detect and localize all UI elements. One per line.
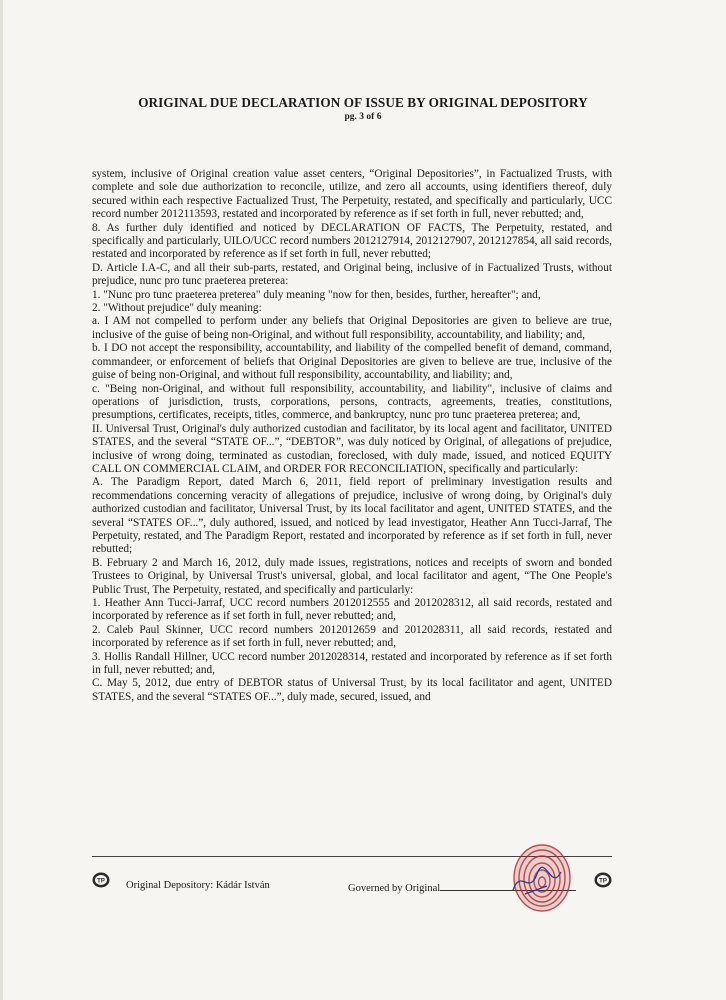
- paragraph: B. February 2 and March 16, 2012, duly made issues, registrations, notices and receipts of sworn and bonded Trustees to Original, by Universal Trust's universal, global, and local facilitator and agent, “The One People's Public Trust, The Perpetuity, restated, and specifically and particularly:: [92, 556, 612, 596]
- paragraph: 8. As further duly identified and noticed by DECLARATION OF FACTS, The Perpetuity, restated, and specifically and particularly, UILO/UCC record numbers 2012127914, 2012127907, 2012127854, all said records, restated and incorporated by reference as if set forth in full, never rebutted;: [92, 221, 612, 261]
- tpt-seal-icon: [594, 872, 612, 888]
- paragraph: II. Universal Trust, Original's duly authorized custodian and facilitator, by its local agent and facilitator, UNITED STATES, and the several “STATE OF...”, “DEBTOR”, was duly noticed by Original, of allegations of prejudice, inclusive of wrong doing, terminated as custodian, foreclosed, with duly made, issued, and noticed EQUITY CALL ON COMMERCIAL CLAIM, and ORDER FOR RECONCILIATION, specifically and particularly:: [92, 422, 612, 475]
- paragraph: 2. Caleb Paul Skinner, UCC record numbers 2012012659 and 2012028311, all said records, restated and incorporated by reference as if set forth in full, never rebutted; and,: [92, 623, 612, 650]
- document-title: ORIGINAL DUE DECLARATION OF ISSUE BY ORIGINAL DEPOSITORY: [138, 95, 588, 110]
- paragraph: 2. "Without prejudice" duly meaning:: [92, 302, 262, 315]
- document-body: [92, 168, 612, 704]
- tpt-seal-icon: [92, 872, 110, 888]
- paragraph: b. I DO not accept the responsibility, accountability, and liability of the compelled benefit of demand, command, commandeer, or enforcement of beliefs that Original Depositories are given to believe are true, inclusive of the guise of being non-Original, and without full responsibility, accountability, and liability; and,: [92, 342, 612, 382]
- paragraph: A. The Paradigm Report, dated March 6, 2011, field report of preliminary investigation results and recommendations concerning veracity of allegations of prejudice, inclusive of wrong doing, by Original's duly authorized custodian and facilitator, Universal Trust, by its local facilitator and agent, UNITED STATES, and the several “STATES OF...”, duly authored, issued, and noticed by lead investigator, Heather Ann Tucci-Jarraf, The Perpetuity, restated, and The Paradigm Report, restated and incorporated by reference as if set forth in full, never rebutted;: [92, 476, 612, 556]
- paragraph: 1. Heather Ann Tucci-Jarraf, UCC record numbers 2012012555 and 2012028312, all said records, restated and incorporated by reference as if set forth in full, never rebutted; and,: [92, 597, 612, 623]
- governed-by-label: Governed by Original: [348, 883, 441, 894]
- paragraph: 1. "Nunc pro tunc praeterea preterea" duly meaning "now for then, besides, further, hereafter"; and,: [92, 288, 541, 301]
- paragraph: D. Article I.A-C, and all their sub-parts, restated, and Original being, inclusive of in Factualized Trusts, without prejudice, nunc pro tunc praeterea preterea:: [92, 261, 612, 288]
- document-footer: [92, 872, 622, 902]
- paragraph: 3. Hollis Randall Hillner, UCC record number 2012028314, restated and incorporated by reference as if set forth in full, never rebutted; and,: [92, 650, 612, 677]
- paragraph: C. May 5, 2012, due entry of DEBTOR status of Universal Trust, by its local facilitator and agent, UNITED STATES, and the several “STATES OF...”, duly made, secured, issued, and: [92, 677, 612, 703]
- page-number: pg. 3 of 6: [344, 112, 382, 122]
- paragraph: a. I AM not compelled to perform under any beliefs that Original Depositories are given to believe are true, inclusive of the guise of being non-Original, and without full responsibility, accountability, and liability; and,: [92, 315, 612, 341]
- svg-text:TP: TP: [599, 878, 607, 885]
- paragraph: c. "Being non-Original, and without full responsibility, accountability, and liability", inclusive of claims and operations of jurisdiction, trusts, corporations, persons, contracts, agreements, treaties, constitutions, presumptions, certificates, receipts, titles, commerce, and bankruptcy, nunc pro tunc praeterea preterea; and,: [92, 382, 612, 422]
- document-header: [0, 95, 726, 123]
- paragraph: system, inclusive of Original creation value asset centers, “Original Depositories”, in Factualized Trusts, with complete and sole due authorization to reconcile, utilize, and zero all accounts, using identifiers thereof, duly secured within each respective Factualized Trust, The Perpetuity, restated, and specifically and particularly, UCC record number 2012113593, restated and incorporated by reference as if set forth in full, never rebutted; and,: [92, 168, 612, 221]
- signature-scribble: [507, 864, 567, 900]
- original-depository-label: Original Depository: Kádár István: [126, 880, 270, 891]
- svg-text:TP: TP: [97, 878, 105, 885]
